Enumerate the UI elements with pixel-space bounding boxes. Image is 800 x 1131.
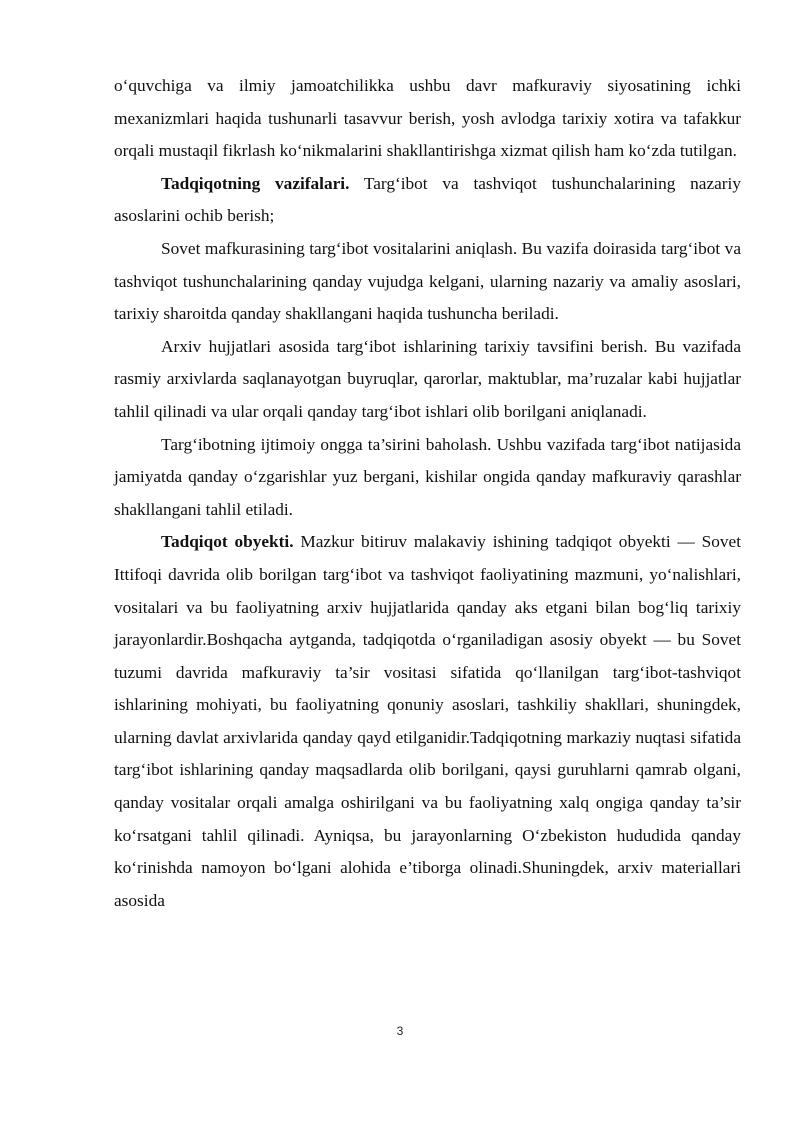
paragraph-heading: Tadqiqot obyekti. <box>161 532 294 552</box>
page-number: 3 <box>396 1024 404 1038</box>
paragraph-text: Targ‘ibot va tashviqot tushunchalarining nazariy asoslarini ochib berish; <box>114 173 741 226</box>
paragraph-task-archive-documents <box>114 331 741 429</box>
paragraph-research-object <box>114 526 741 917</box>
paragraph-text: Mazkur bitiruv malakaviy ishining tadqiqot obyekti — Sovet Ittifoqi davrida olib borilgan targ‘ibot va tashviqot faoliyatining mazmuni, yo‘nalishlari, vositalari va bu faoliyatning arxiv hujjatlarida qanday aks etgani bilan bog‘liq tarixiy jarayonlardir.Boshqacha aytganda, tadqiqotda o‘rganiladigan asosiy obyekt — bu Sovet tuzumi davrida mafkuraviy ta’sir vositasi sifatida qo‘llanilgan targ‘ibot-tashviqot ishlarining mohiyati, bu faoliyatning qonuniy asoslari, tashkiliy shakllari, shuningdek, ularning davlat arxivlarida qanday qayd etilganidir.Tadqiqotning markaziy nuqtasi sifatida targ‘ibot ishlarining qanday maqsadlarda olib borilgani, qaysi guruhlarni qamrab olgani, qanday vositalar orqali amalga oshirilgani va bu faoliyatning xalq ongiga qanday ta’sir ko‘rsatgani tahlil qilinadi. Ayniqsa, bu jarayonlarning O‘zbekiston hududida qanday ko‘rinishda namoyon bo‘lgani alohida e’tiborga olinadi.Shuningdek, arxiv materiallari asosida <box>114 532 742 910</box>
paragraph-intro-continuation <box>114 70 741 168</box>
document-page <box>114 70 741 917</box>
paragraph-task-propaganda-tools <box>114 233 741 331</box>
paragraph-text: Arxiv hujjatlari asosida targ‘ibot ishlarining tarixiy tavsifini berish. Bu vazifada rasmiy arxivlarda saqlanayotgan buyruqlar, qarorlar, maktublar, ma’ruzalar kabi hujjatlar tahlil qilinadi va ular orqali qanday targ‘ibot ishlari olib borilgani aniqlanadi. <box>114 336 741 421</box>
paragraph-text: Sovet mafkurasining targ‘ibot vositalarini aniqlash. Bu vazifa doirasida targ‘ibot va tashviqot tushunchalarining qanday vujudga kelgani, ularning nazariy va amaliy asoslari, tarixiy sharoitda qanday shakllangani haqida tushuncha beriladi. <box>114 238 741 324</box>
paragraph-task-social-impact <box>114 429 741 527</box>
paragraph-research-tasks <box>114 168 741 233</box>
paragraph-text: Targ‘ibotning ijtimoiy ongga ta’sirini baholash. Ushbu vazifada targ‘ibot natijasida jamiyatda qanday o‘zgarishlar yuz bergani, kishilar ongida qanday mafkuraviy qarashlar shakllangani tahlil etiladi. <box>114 434 741 519</box>
paragraph-text: o‘quvchiga va ilmiy jamoatchilikka ushbu davr mafkuraviy siyosatining ichki mexanizmlari haqida tushunarli tasavvur berish, yosh avlodga tarixiy xotira va tafakkur orqali mustaqil fikrlash ko‘nikmalarini shakllantirishga xizmat qilish ham ko‘zda tutilgan. <box>114 76 741 161</box>
paragraph-heading: Tadqiqotning vazifalari. <box>161 173 350 193</box>
